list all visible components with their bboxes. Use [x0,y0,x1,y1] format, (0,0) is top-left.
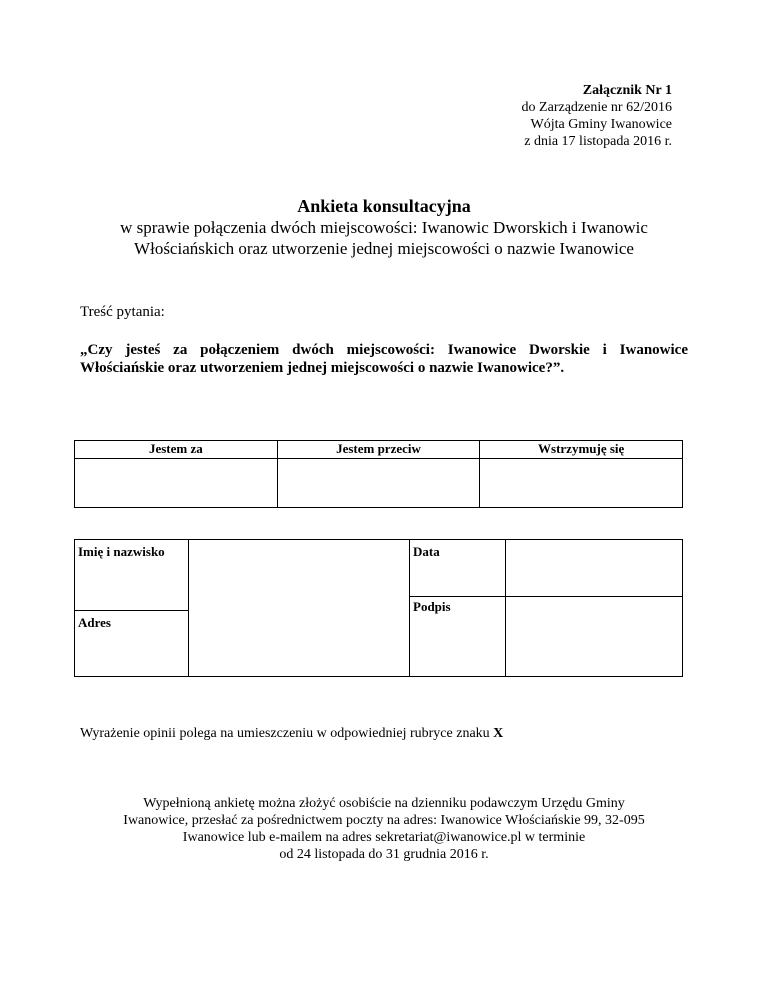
instruction-mark: X [493,726,504,741]
signature-field[interactable] [506,597,682,676]
signature-label: Podpis [413,599,451,614]
annex-order: do Zarządzenie nr 62/2016 [521,100,672,115]
submission-line-4: od 24 listopada do 31 grudnia 2016 r. [279,847,489,862]
submission-line-1: Wypełnioną ankietę można złożyć osobiście na dzienniku podawczym Urzędu Gminy [143,796,625,811]
choice-header-abstain: Wstrzymuję się [480,441,683,459]
question-text: „Czy jesteś za połączeniem dwóch miejscowości: Iwanowice Dworskie i Iwanowice Włościańskie oraz utworzeniem jednej miejscowości o nazwie Iwanowice?”. [80,342,688,376]
question-label: Treść pytania: [80,304,165,320]
annex-number: Załącznik Nr 1 [582,83,672,98]
choice-box-abstain[interactable] [480,459,683,508]
annex-date: z dnia 17 listopada 2016 r. [524,134,672,149]
opinion-table [74,440,683,508]
submission-line-2: Iwanowice, przesłać za pośrednictwem poczty na adres: Iwanowice Włościańskie 99, 32-095 [123,813,645,828]
date-label: Data [413,544,440,559]
title-subject-line-1: w sprawie połączenia dwóch miejscowości: Iwanowic Dworskich i Iwanowic [120,218,648,237]
page-title: Ankieta konsultacyjna [297,196,471,216]
instruction-text: Wyrażenie opinii polega na umieszczeniu w odpowiedniej rubryce znaku [80,726,494,741]
name-address-field[interactable] [189,540,409,677]
submission-line-3: Iwanowice lub e-mailem na adres sekretariat@iwanowice.pl w terminie [182,830,586,845]
address-label: Adres [78,615,111,630]
choice-header-for: Jestem za [75,441,278,459]
annex-header [522,82,672,150]
date-field[interactable] [506,540,682,596]
choice-box-against[interactable] [277,459,480,508]
choice-box-for[interactable] [75,459,278,508]
instruction-note [80,726,503,742]
annex-authority: Wójta Gminy Iwanowice [530,117,672,132]
personal-data-table [74,539,683,677]
title-subject-line-2: Włościańskich oraz utworzenie jednej miejscowości o nazwie Iwanowice [134,239,634,258]
choice-header-against: Jestem przeciw [277,441,480,459]
name-label: Imię i nazwisko [78,544,165,559]
submission-info [74,795,694,863]
document-title [80,195,688,259]
